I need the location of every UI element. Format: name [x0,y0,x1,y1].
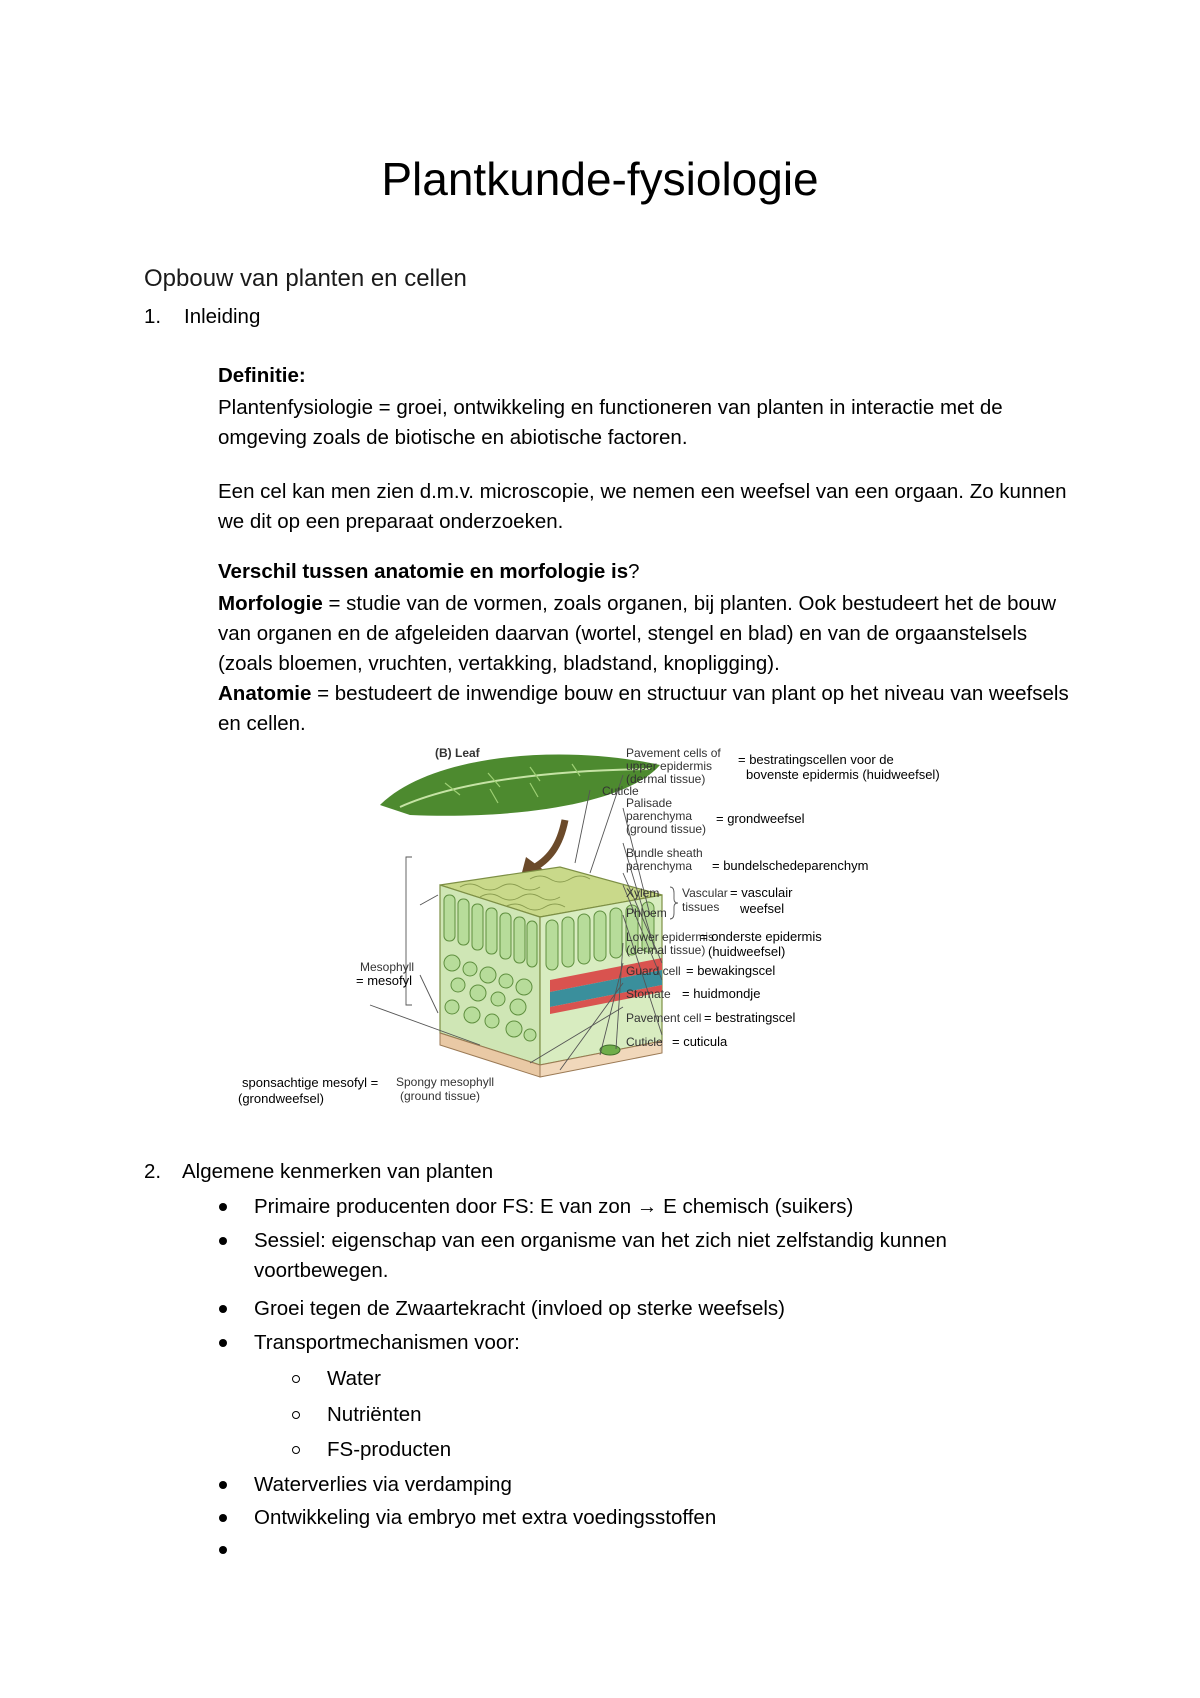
sub-list-item: FS-producten [327,1438,452,1461]
svg-text:= mesofyl: = mesofyl [356,973,412,988]
list-item: Primaire producenten door FS: E van zon → E chemisch (suikers) [254,1195,854,1218]
svg-text:Pavement cells ofupper epiderm: Pavement cells of upper epidermis (dermal tissue) [626,746,721,786]
svg-text:= grondweefsel: = grondweefsel [716,811,805,826]
arrow-right-icon: → [636,1195,658,1218]
section1-number: 1. [144,305,162,328]
section2-title: Algemene kenmerken van planten [182,1160,494,1183]
question-mark: ? [628,560,640,583]
question-line [218,557,640,587]
svg-text:Palisadeparenchyma(ground tiss: Palisade parenchyma (ground tissue) [626,796,707,836]
list-item: Sessiel: eigenschap van een organisme van het zich niet zelfstandig kunnen voortbewegen. [254,1229,947,1282]
svg-text:= onderste epidermis(huidweefs: = onderste epidermis (huidweefsel) [700,929,822,959]
sub-bullet-icon [292,1375,300,1383]
sub-list-item: Water [327,1367,381,1390]
svg-text:Lower epidermis(dermal tissue): Lower epidermis (dermal tissue) [626,930,715,957]
svg-text:= bestratingscellen voor debov: = bestratingscellen voor de bovenste epidermis (huidweefsel) [738,752,940,782]
arrow-icon [530,820,565,870]
bullet-icon [219,1305,227,1313]
sub-bullet-icon [292,1446,300,1454]
leaf-cross-section-figure [230,745,1020,1115]
svg-text:Cuticle: Cuticle [602,784,639,798]
anatomie-term: Anatomie [218,682,312,705]
morfologie-paragraph [218,589,1078,679]
morfologie-term: Morfologie [218,592,323,615]
definition-label: Definitie: [218,364,306,387]
list-item: Ontwikkeling via embryo met extra voedingsstoffen [254,1506,717,1529]
svg-text:Pavement cell: Pavement cell [626,1011,702,1025]
svg-text:Mesophyll: Mesophyll [360,960,415,974]
svg-text:Bundle sheathparenchyma: Bundle sheath parenchyma [626,846,703,873]
sub-list-item: Nutriënten [327,1403,422,1426]
sub-bullet-icon [292,1411,300,1419]
bullet-icon [219,1339,227,1347]
svg-text:Phloem: Phloem [626,906,667,920]
section1-title: Inleiding [184,305,261,328]
bullet-icon [219,1481,227,1489]
svg-text:= bundelschedeparenchym: = bundelschedeparenchym [712,858,869,873]
list-item: Waterverlies via verdamping [254,1473,512,1496]
section2-number: 2. [144,1160,162,1183]
anatomie-text: = bestudeert de inwendige bouw en structuur van plant op het niveau van weefsels en cellen. [218,682,1069,735]
microscopy-text: Een cel kan men zien d.m.v. microscopie, we nemen een weefsel van een orgaan. Zo kunnen we dit op een preparaat onderzoeken. [218,480,1067,533]
svg-text:Guard cell: Guard cell [626,964,681,978]
page-title: Plantkunde-fysiologie [381,153,819,205]
svg-text:= huidmondje: = huidmondje [682,986,761,1001]
bullet-icon [219,1546,227,1554]
anatomie-paragraph [218,679,1078,739]
question-bold: Verschil tussen anatomie en morfologie is [218,560,629,583]
svg-text:Stomate: Stomate [626,987,671,1001]
svg-text:Xylem: Xylem [626,886,660,900]
bullet-icon [219,1514,227,1522]
svg-text:sponsachtige mesofyl =(grondwe: sponsachtige mesofyl = (grondweefsel) [238,1075,379,1106]
svg-text:= bestratingscel: = bestratingscel [704,1010,796,1025]
svg-text:Cuticle: Cuticle [626,1035,663,1049]
list-item: Groei tegen de Zwaartekracht (invloed op sterke weefsels) [254,1297,785,1320]
svg-text:= bewakingscel: = bewakingscel [686,963,776,978]
morfologie-text: = studie van de vormen, zoals organen, bij planten. Ook bestudeert het de bouw van organen en de afgeleiden daarvan (wortel, stengel en blad) en van de orgaanstelsels (zoals bloemen, vruchten, vertakking, bladstand, knopligging). [218,592,1057,675]
svg-text:= vasculairweefsel: = vasculair weefsel [730,885,793,916]
svg-text:= cuticula: = cuticula [672,1034,728,1049]
section-heading: Opbouw van planten en cellen [144,265,467,292]
bullet-icon [219,1237,227,1245]
list-item: Transportmechanismen voor: [254,1331,520,1354]
svg-text:Vasculartissues: Vascular tissues [682,886,728,914]
definition-text: Plantenfysiologie = groei, ontwikkeling en functioneren van planten in interactie met de omgeving zoals de biotische en abiotische factoren. [218,396,1003,449]
figure-panel-label: (B) Leaf [435,746,480,760]
guard-cell-illustration [600,1045,620,1055]
svg-text:Spongy mesophyll(ground tissue: Spongy mesophyll (ground tissue) [396,1075,495,1103]
bullet-icon [219,1203,227,1211]
